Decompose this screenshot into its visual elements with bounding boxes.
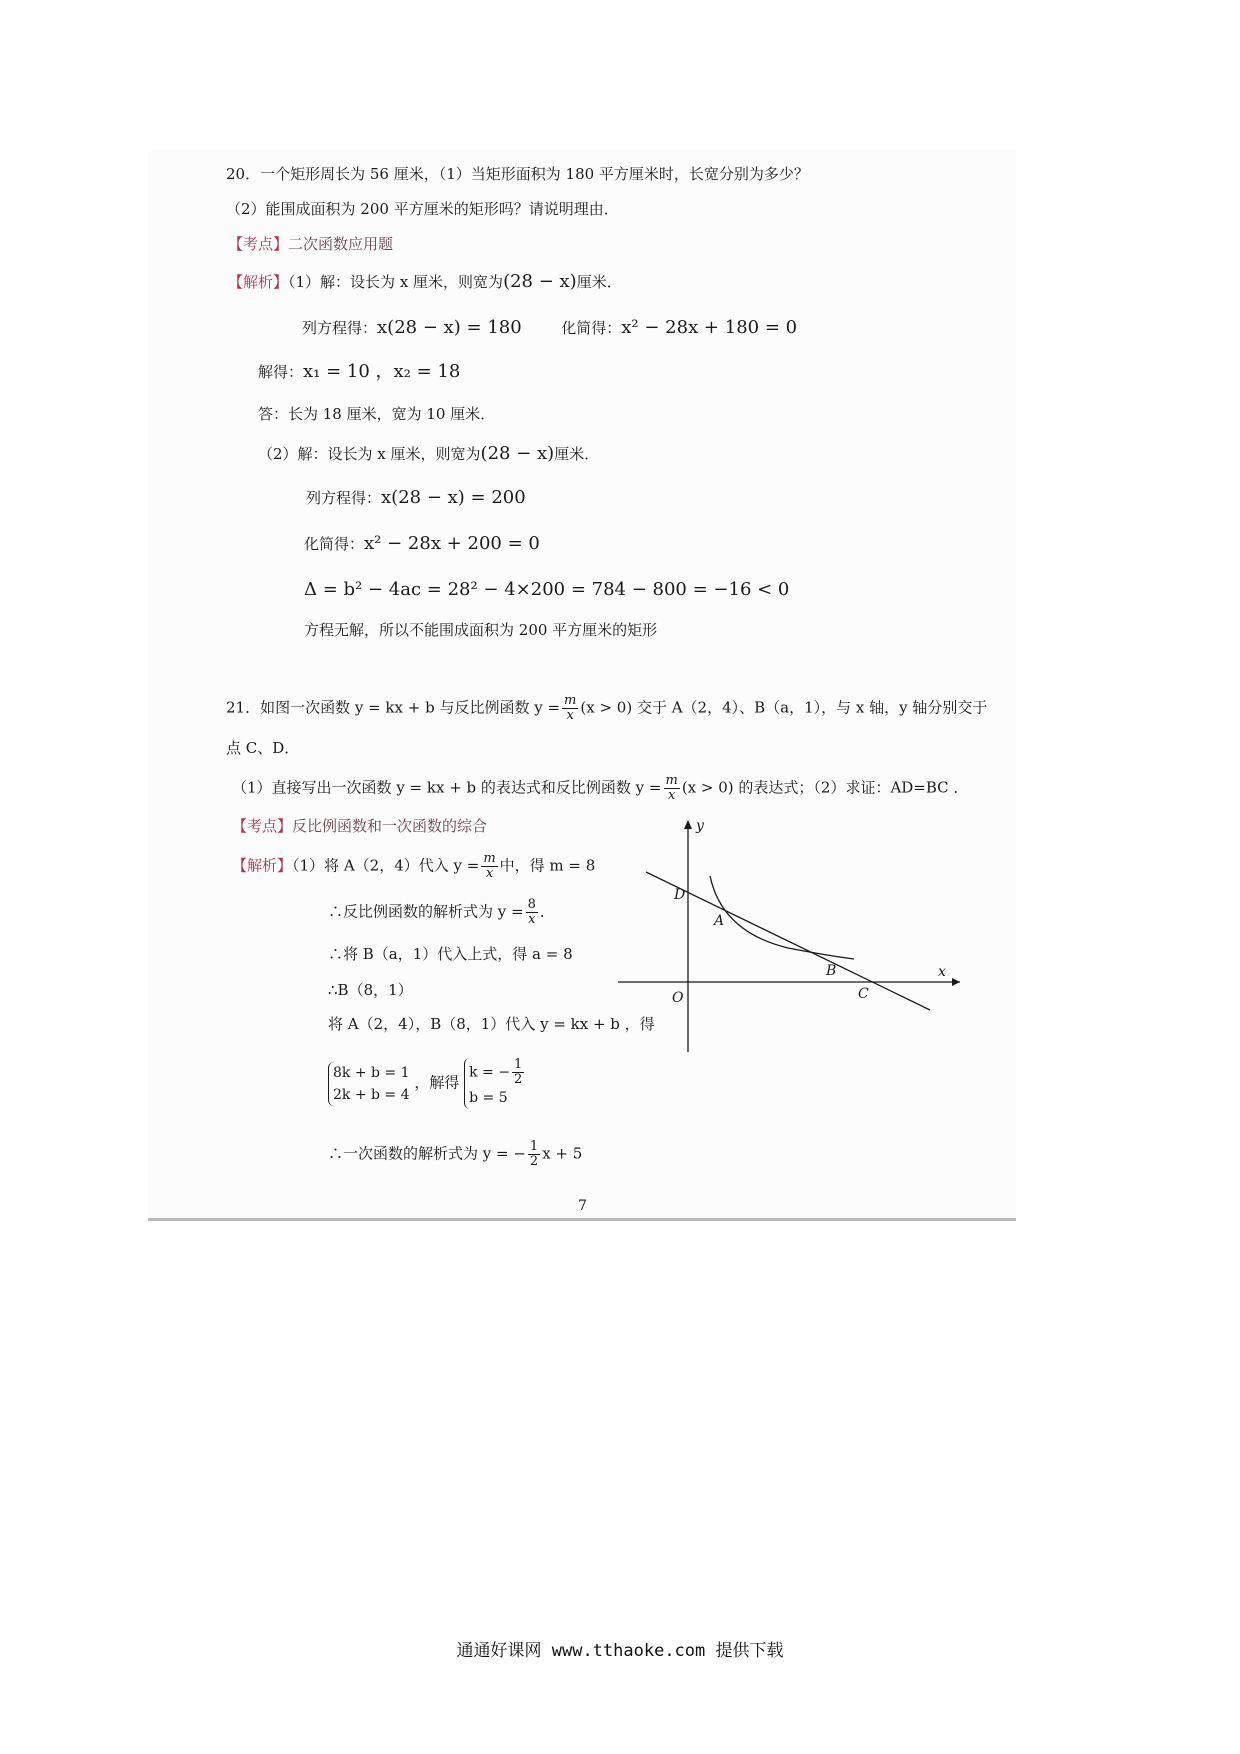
q20-line2: （2）能围成面积为 200 平方厘米的矩形吗？请说明理由． <box>226 200 619 218</box>
y-axis-arrow <box>684 820 692 829</box>
q21-line3 <box>232 774 968 803</box>
q20-answer: 答：长为 18 厘米，宽为 10 厘米． <box>258 405 496 423</box>
kaodian-tag-2: 【考点】 <box>232 817 293 835</box>
eq2b-label: 化简得： <box>304 535 365 553</box>
sol-label: 解得： <box>258 363 304 381</box>
sys2-a-pre: k = − <box>469 1064 510 1081</box>
s2-pre: ∴反比例函数的解析式为 y = <box>328 902 524 921</box>
sys-mid: ，解得 <box>414 1073 460 1092</box>
system-left <box>328 1062 410 1106</box>
eq1b-label: 化简得： <box>561 319 622 337</box>
frac-num: m <box>564 693 577 708</box>
q20-delta: Δ = b² − 4ac = 28² − 4×200 = 784 − 800 = −16 < 0 <box>304 579 790 600</box>
s1-pre: （1）将 A（2，4）代入 y = <box>292 856 480 875</box>
q21-l1-post: (x > 0) 交于 A（2，4）、B（a，1），与 x 轴，y 轴分别交于 <box>580 698 988 717</box>
frac-den-2: x <box>667 788 676 803</box>
s6-pre: ∴一次函数的解析式为 y = − <box>328 1144 526 1163</box>
eq2: x(28 − x) = 200 <box>381 487 526 508</box>
half-num-2: 1 <box>529 1139 539 1154</box>
jiexi-tag-2: 【解析】 <box>232 856 293 875</box>
q21-step2 <box>328 898 555 927</box>
q21-step5: 将 A（2，4），B（8，1）代入 y = kx + b ，得 <box>328 1015 655 1033</box>
p2-pre: （2）解：设长为 x 厘米，则宽为 <box>258 445 481 463</box>
q21-line1 <box>226 694 987 723</box>
half-den: 2 <box>513 1072 523 1087</box>
half-den-2: 2 <box>529 1154 539 1169</box>
q21-l3-post: (x > 0) 的表达式；（2）求证：AD=BC ． <box>681 778 969 797</box>
q20-kaodian <box>228 234 393 254</box>
width-expr: (28 − x) <box>503 271 577 292</box>
jiexi-post: 厘米． <box>576 273 622 291</box>
fraction-m-over-x-3 <box>481 852 497 881</box>
footer-credit: 通通好课网 www.tthaoke.com 提供下载 <box>456 1641 784 1661</box>
system-right <box>464 1058 526 1109</box>
s1-post: 中，得 m = 8 <box>499 856 596 875</box>
page-edge <box>148 1218 1016 1221</box>
q20-eq2b-row <box>304 534 540 554</box>
function-graph <box>610 812 970 1062</box>
jiexi-pre: （1）解：设长为 x 厘米，则宽为 <box>288 273 504 291</box>
q20-part2 <box>258 444 599 464</box>
kaodian-text-2: 反比例函数和一次函数的综合 <box>292 817 488 835</box>
page-number: 7 <box>578 1198 587 1214</box>
q21-step4: ∴B（8，1） <box>328 981 413 999</box>
sys2-b: b = 5 <box>469 1090 508 1106</box>
q20-solution <box>258 362 460 382</box>
inverse-function-curve <box>710 876 854 959</box>
eq2b: x² − 28x + 200 = 0 <box>364 533 540 554</box>
q21-step3: ∴将 B（a，1）代入上式，得 a = 8 <box>328 945 573 963</box>
sys1-b: 2k + b = 4 <box>333 1086 410 1103</box>
frac-den-3: x <box>485 866 494 881</box>
kaodian-tag: 【考点】 <box>228 235 289 253</box>
q21-l1-pre: 21．如图一次函数 y = kx + b 与反比例函数 y = <box>226 698 561 717</box>
s2-post: ． <box>539 902 555 921</box>
q20-eq2-row <box>306 488 526 508</box>
q21-step6 <box>328 1140 582 1169</box>
label-O: O <box>672 990 684 1006</box>
label-A: A <box>714 913 725 929</box>
p2-expr: (28 − x) <box>480 443 555 464</box>
fraction-8-over-x <box>526 898 538 927</box>
frac-den: x <box>566 708 574 723</box>
q21-line2: 点 C、D． <box>226 739 300 757</box>
q20-line1: 20．一个矩形周长为 56 厘米，（1）当矩形面积为 180 平方厘米时，长宽分别为多少？ <box>226 165 809 183</box>
half-num: 1 <box>513 1057 523 1072</box>
sys1-a: 8k + b = 1 <box>333 1064 410 1081</box>
jiexi-tag: 【解析】 <box>228 273 289 291</box>
eq1-label: 列方程得： <box>302 319 378 337</box>
eq2-label: 列方程得： <box>306 489 382 507</box>
label-y: y <box>696 818 704 834</box>
label-C: C <box>858 986 869 1002</box>
q20-eq1-row <box>302 318 797 338</box>
q20-conclusion: 方程无解，所以不能围成面积为 200 平方厘米的矩形 <box>304 621 658 639</box>
label-D: D <box>674 887 686 903</box>
kaodian-text: 二次函数应用题 <box>288 235 394 253</box>
fraction-half <box>512 1058 524 1087</box>
label-B: B <box>826 963 837 979</box>
label-x: x <box>938 964 946 980</box>
fraction-m-over-x <box>562 694 578 723</box>
eq1b: x² − 28x + 180 = 0 <box>621 317 798 338</box>
fraction-half-2 <box>528 1140 540 1169</box>
frac-8: 8 <box>527 897 536 912</box>
frac-num-2: m <box>665 773 678 788</box>
frac-num-3: m <box>483 851 496 866</box>
fraction-m-over-x-2 <box>664 774 680 803</box>
q21-step1 <box>232 852 595 881</box>
q20-jiexi <box>228 272 622 292</box>
p2-post: 厘米． <box>554 445 600 463</box>
sol: x₁ = 10 ，x₂ = 18 <box>303 361 461 382</box>
q21-l3-pre: （1）直接写出一次函数 y = kx + b 的表达式和反比例函数 y = <box>232 778 662 797</box>
x-axis-arrow <box>952 978 960 986</box>
q21-system <box>328 1058 526 1109</box>
s6-post: x + 5 <box>542 1144 583 1163</box>
eq1: x(28 − x) = 180 <box>377 317 522 338</box>
frac-den-4: x <box>528 912 536 927</box>
q21-kaodian <box>232 816 487 836</box>
